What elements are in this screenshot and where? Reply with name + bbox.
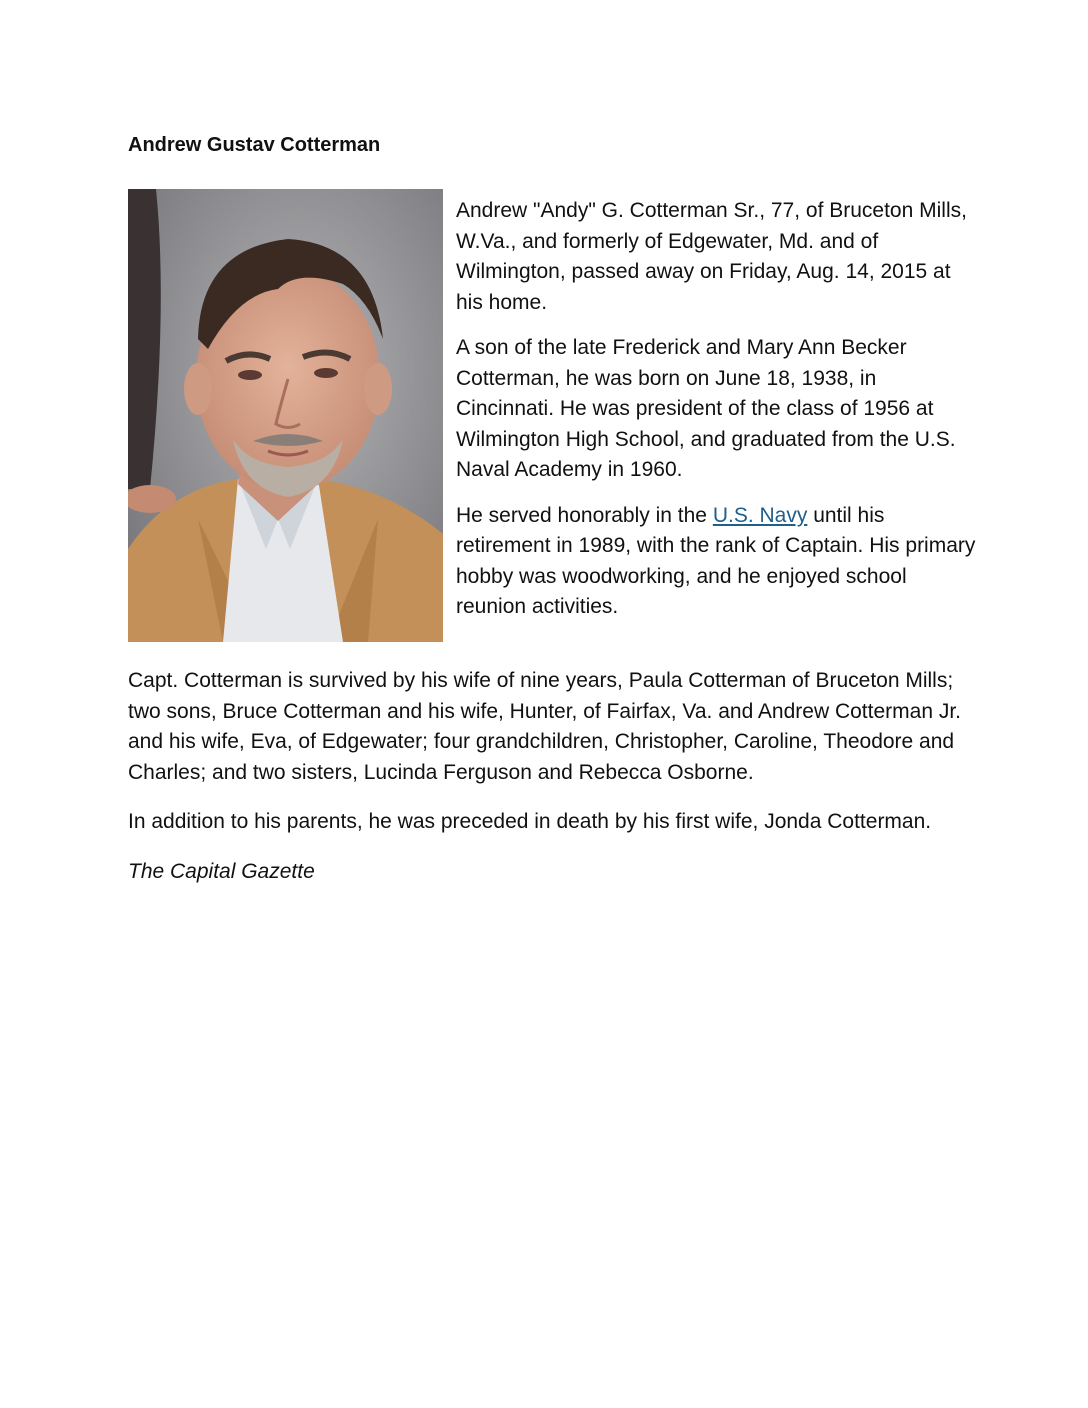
paragraph-service bbox=[456, 501, 976, 623]
paragraph-service-start: He served honorably in the bbox=[456, 503, 713, 527]
paragraph-service-end: until his retirement in 1989, with the rank of Captain. His primary hobby was woodworking, and he enjoyed school reunion activities. bbox=[456, 503, 976, 618]
paragraph-preceded: In addition to his parents, he was preceded in death by his first wife, Jonda Cotterman. bbox=[128, 810, 932, 833]
intro-column bbox=[456, 196, 976, 638]
portrait-photo bbox=[128, 189, 443, 642]
paragraph-death-notice: Andrew "Andy" G. Cotterman Sr., 77, of Bruceton Mills, W.Va., and formerly of Edgewater, Md. and of Wilmington, passed away on Friday, Aug. 14, 2015 at his home. bbox=[456, 199, 967, 314]
paragraph-survivors: Capt. Cotterman is survived by his wife of nine years, Paula Cotterman of Bruceton Mills; two sons, Bruce Cotterman and his wife, Hunter, of Fairfax, Va. and Andrew Cotterman Jr. and his wife, Eva, of Edgewater; four grandchildren, Christopher, Caroline, Theodore and Charles; and two sisters, Lucinda Ferguson and Rebecca Osborne. bbox=[128, 669, 961, 784]
main-column bbox=[128, 666, 978, 906]
source-credit: The Capital Gazette bbox=[128, 859, 315, 883]
obituary-title: Andrew Gustav Cotterman bbox=[128, 134, 381, 156]
paragraph-biography: A son of the late Frederick and Mary Ann Becker Cotterman, he was born on June 18, 1938, in Cincinnati. He was president of the class of 1956 at Wilmington High School, and graduated from the U.S. Naval Academy in 1960. bbox=[456, 336, 956, 481]
us-navy-link[interactable]: U.S. Navy bbox=[712, 503, 808, 527]
